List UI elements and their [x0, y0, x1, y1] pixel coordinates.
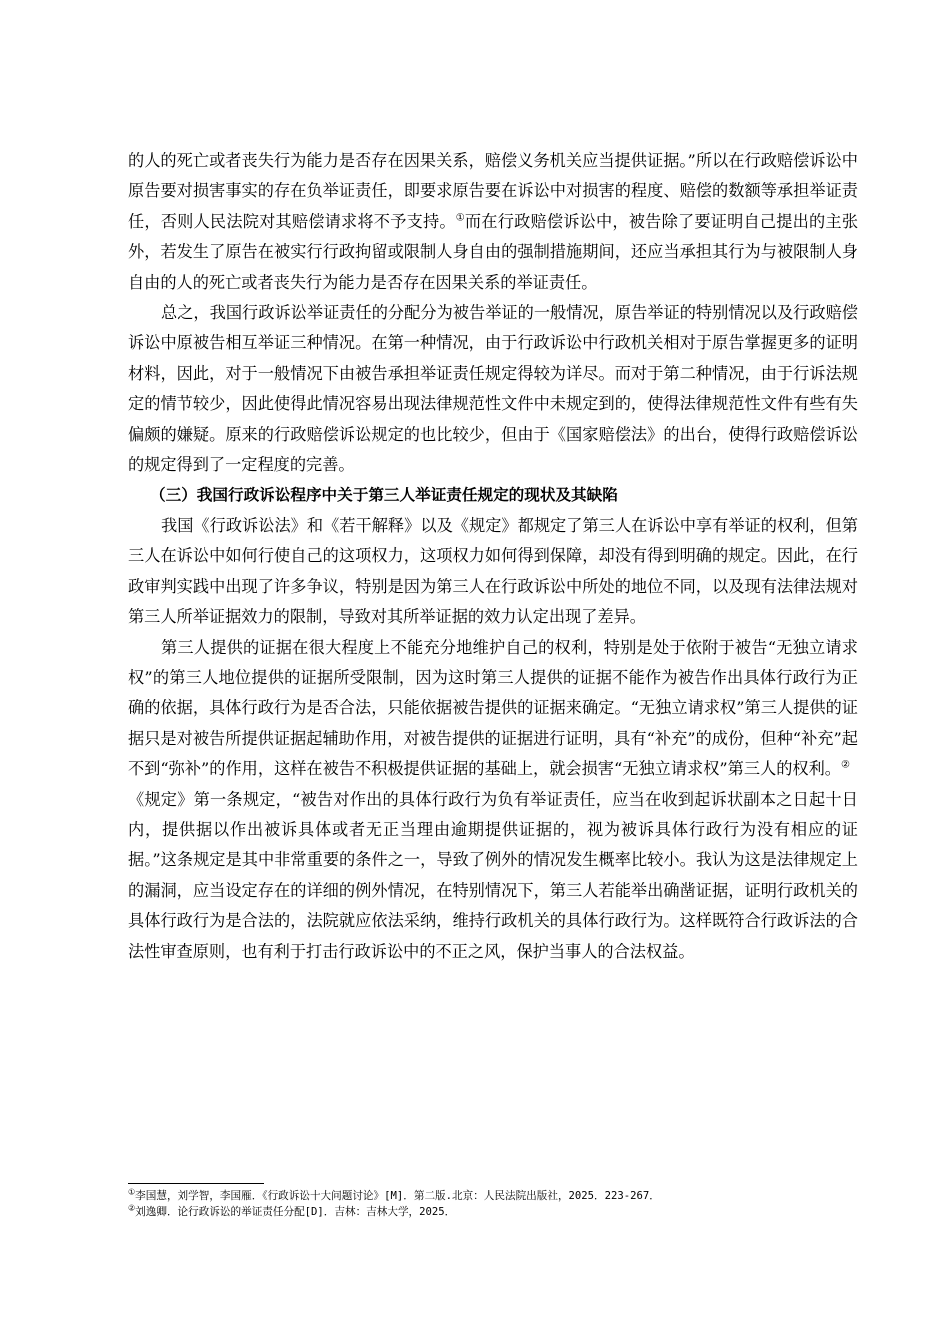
footnote-ref-1: ①: [455, 212, 465, 224]
footnote-2: [128, 1204, 858, 1220]
paragraph-3: 我国《行政诉讼法》和《若干解释》以及《规定》都规定了第三人在诉讼中享有举证的权利，但第三人在诉讼中如何行使自己的这项权力，这项权力如何得到保障，却没有得到明确的规定。因此，在行政审判实践中出现了许多争议，特别是因为第三人在行政诉讼中所处的地位不同，以及现有法律法规对第三人所举证据效力的限制，导致对其所举证据的效力认定出现了差异。: [128, 515, 858, 627]
paragraph-2: 总之，我国行政诉讼举证责任的分配分为被告举证的一般情况，原告举证的特别情况以及行政赔偿诉讼中原被告相互举证三种情况。在第一种情况，由于行政诉讼中行政机关相对于原告掌握更多的证明材料，因此，对于一般情况下由被告承担举证责任规定得较为详尽。而对于第二种情况，由于行诉法规定的情节较少，因此使得此情况容易出现法律规范性文件中未规定到的，使得法律规范性文件有些有失偏颇的嫌疑。原来的行政赔偿诉讼规定的也比较少，但由于《国家赔偿法》的出台，使得行政赔偿诉讼的规定得到了一定程度的完善。: [128, 303, 858, 475]
footnote-1-mark: ①: [128, 1187, 136, 1197]
footnote-2-text: 刘逸卿．论行政诉讼的举证责任分配[D]．吉林：吉林大学，2025．: [135, 1206, 456, 1218]
footnotes: [128, 1183, 858, 1220]
paragraph-1-text-before: 的人的死亡或者丧失行为能力是否存在因果关系，赔偿义务机关应当提供证据。”所以在行政赔偿诉讼中原告要对损害事实的存在负举证责任，即要求原告要在诉讼中对损害的程度、赔偿的数额等承担举证责任，否则人民法院对其赔偿请求将不予支持。: [128, 151, 858, 231]
document-body: [128, 146, 858, 967]
paragraph-4-text: 第三人提供的证据在很大程度上不能充分地维护自己的权利，特别是处于依附于被告“无独立请求权”的第三人地位提供的证据所受限制，因为这时第三人提供的证据不能作为被告作出具体行政行为正确的依据，具体行政行为是否合法，只能依据被告提供的证据来确定。“无独立请求权”第三人提供的证据只是对被告所提供证据起辅助作用，对被告提供的证据进行证明，具有“补充”的成份，但种“补充”起不到“弥补”的作用，这样在被告不积极提供证据的基础上，就会损害“无独立请求权”第三人的权利。: [128, 637, 858, 779]
paragraph-4: [128, 633, 858, 785]
footnote-1: [128, 1188, 858, 1204]
paragraph-5: 《规定》第一条规定，“被告对作出的具体行政行为负有举证责任，应当在收到起诉状副本之日起十日内，提供据以作出被诉具体或者无正当理由逾期提供证据的，视为被诉具体行政行为没有相应的证据。”这条规定是其中非常重要的条件之一，导致了例外的情况发生概率比较小。我认为这是法律规定上的漏洞，应当设定存在的详细的例外情况，在特别情况下，第三人若能举出确凿证据，证明行政机关的具体行政行为是合法的，法院就应依法采纳，维持行政机关的具体行政行为。这样既符合行政诉法的合法性审查原则，也有利于打击行政诉讼中的不正之风，保护当事人的合法权益。: [128, 789, 858, 961]
paragraph-1: [128, 146, 858, 298]
footnote-2-mark: ②: [128, 1203, 136, 1213]
footnote-ref-2: ②: [840, 759, 850, 771]
footnote-1-text: 李国慧，刘学智，李国雁．《行政诉讼十大问题讨论》[M]．第二版.北京：人民法院出版社，2025．223-267．: [135, 1190, 660, 1202]
paragraph-1-text-after: 而在行政赔偿诉讼中，被告除了要证明自己提出的主张外，若发生了原告在被实行行政拘留或限制人身自由的强制措施期间，还应当承担其行为与被限制人身自由的人的死亡或者丧失行为能力是否存在因果关系的举证责任。: [128, 211, 859, 292]
section-heading: （三）我国行政诉讼程序中关于第三人举证责任规定的现状及其缺陷: [150, 486, 618, 505]
footnote-divider: [128, 1183, 264, 1184]
